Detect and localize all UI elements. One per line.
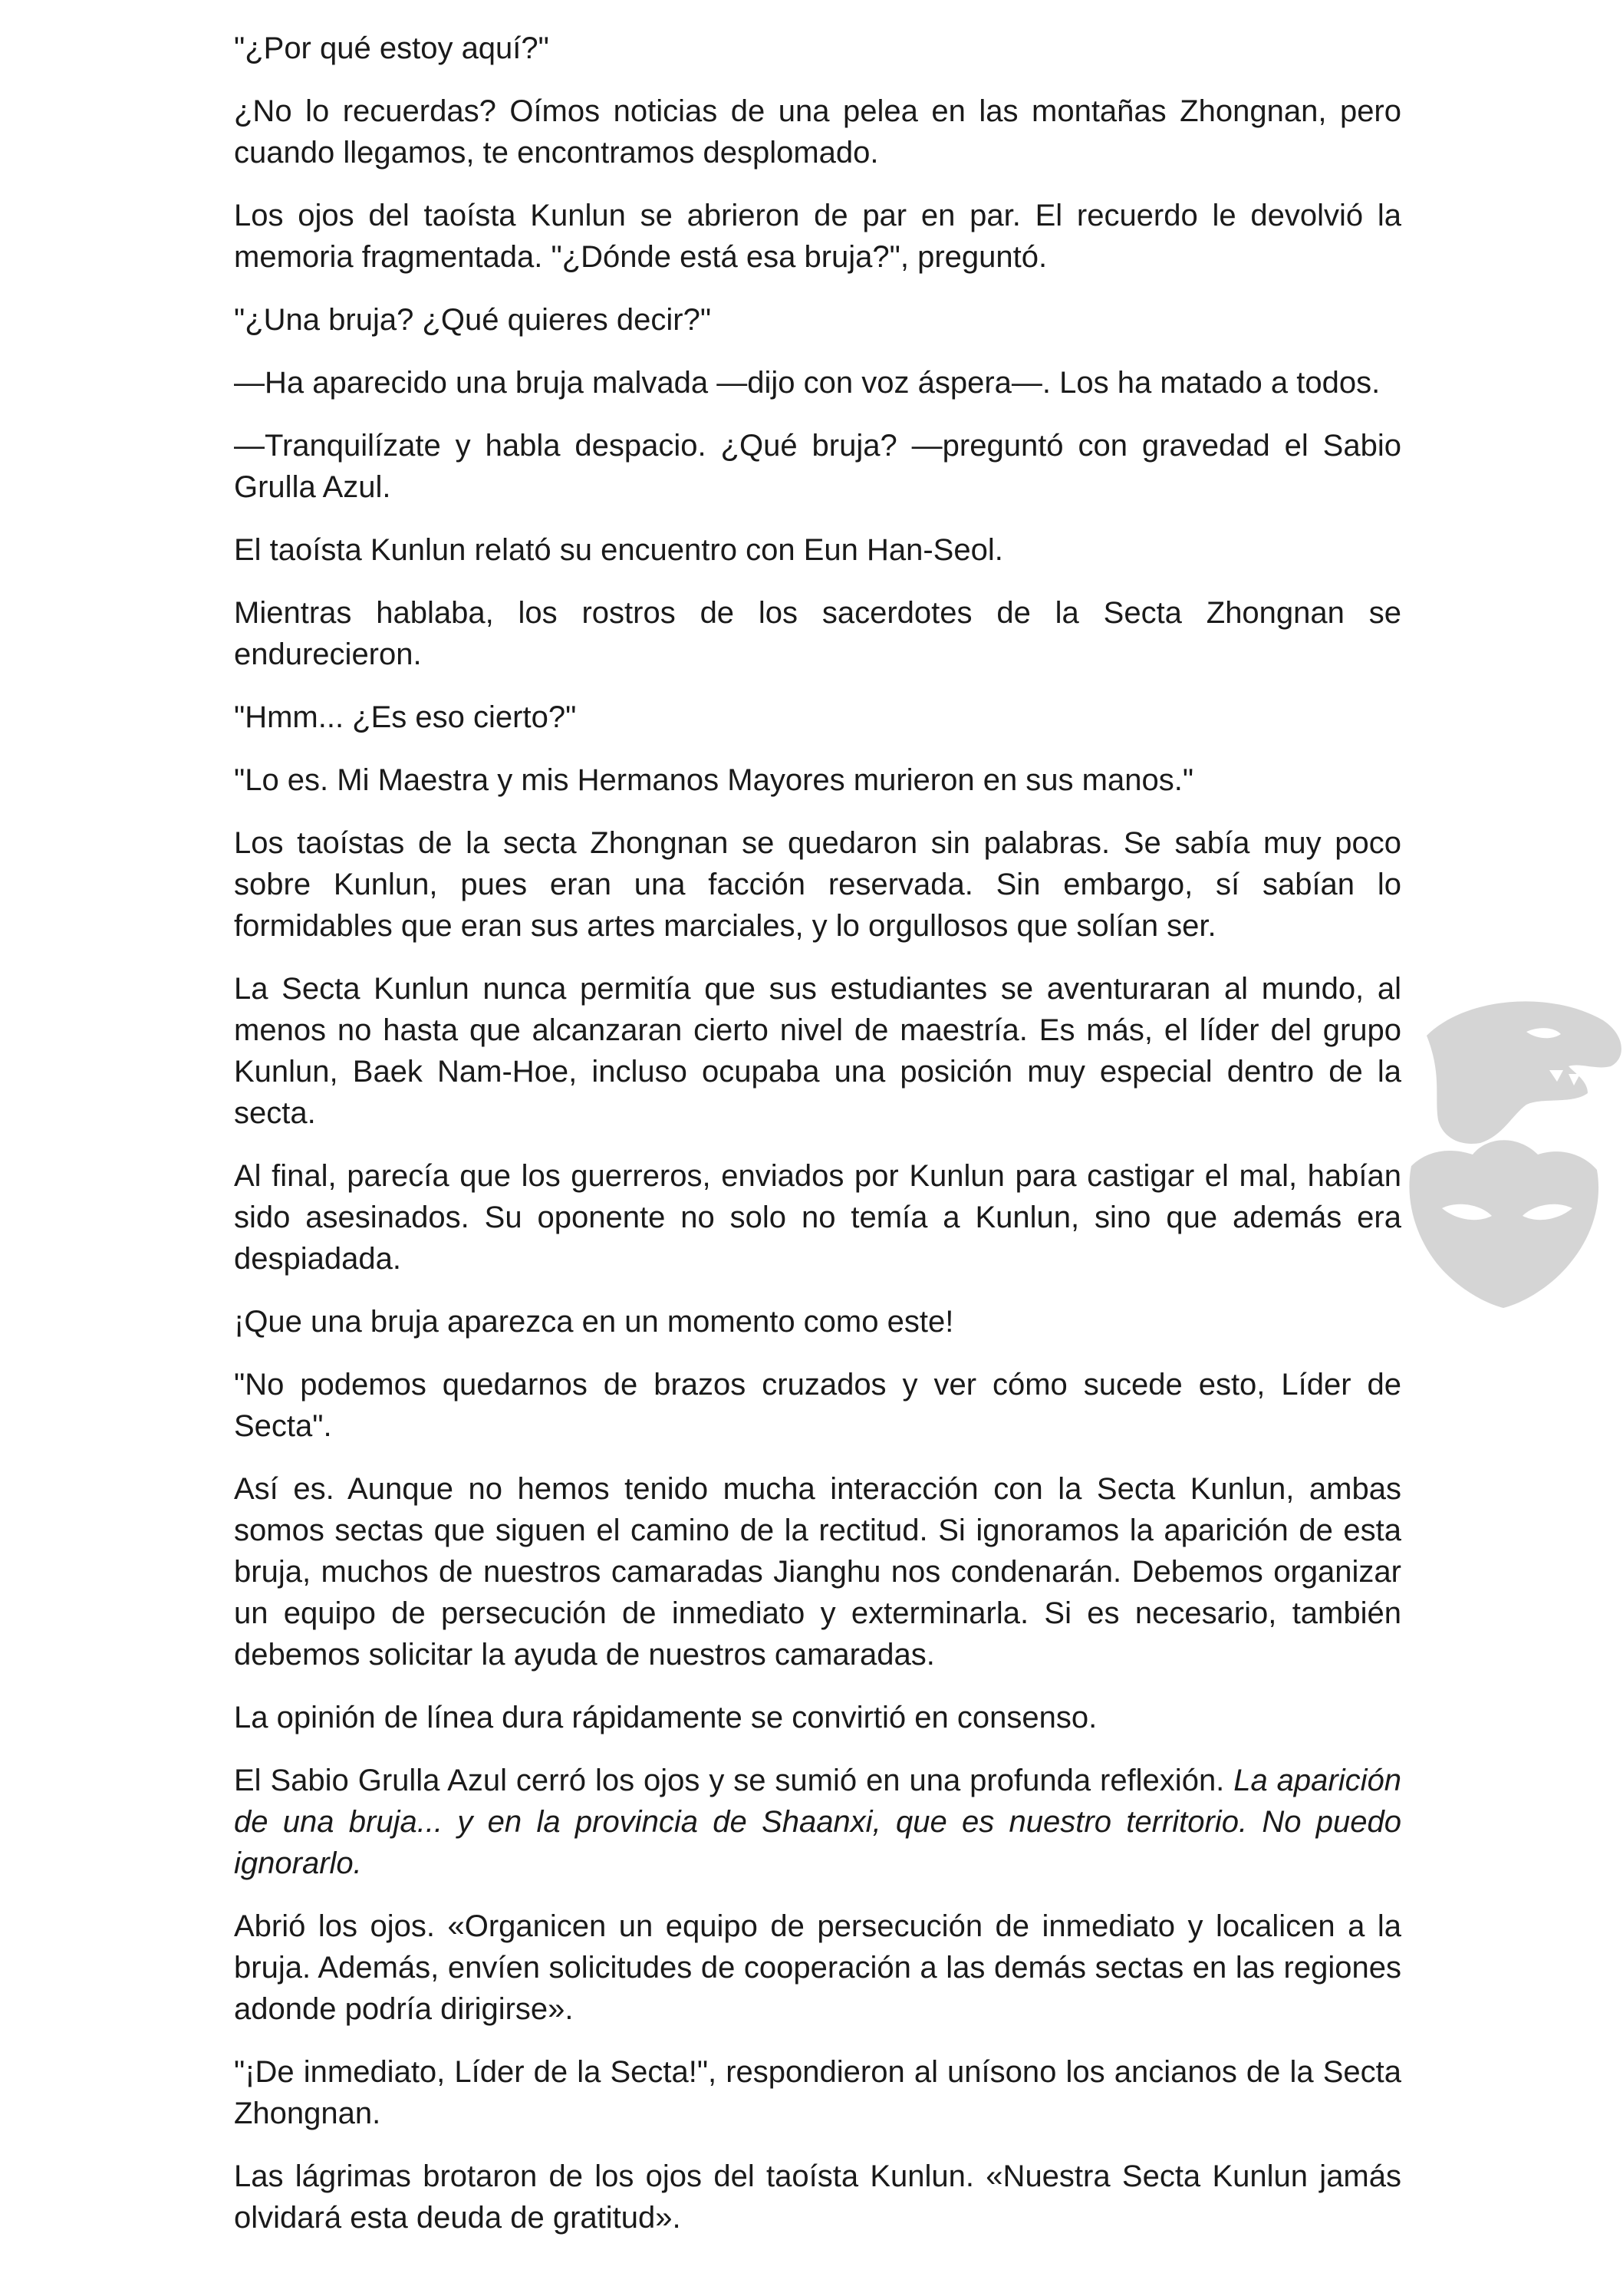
paragraph: "Hmm... ¿Es eso cierto?" bbox=[234, 700, 577, 734]
paragraph: Los taoístas de la secta Zhongnan se quedaron sin palabras. Se sabía muy poco sobre Kunlun, pues eran una facción reservada. Sin embargo, sí sabían lo formidables que eran sus artes marciales, y lo orgullosos que solían ser. bbox=[234, 826, 1401, 943]
paragraph: Al final, parecía que los guerreros, enviados por Kunlun para castigar el mal, habían sido asesinados. Su oponente no solo no temía a Kunlun, sino que además era despiadada. bbox=[234, 1159, 1401, 1276]
paragraph: "¿Por qué estoy aquí?" bbox=[234, 31, 549, 65]
paragraph: La opinión de línea dura rápidamente se convirtió en consenso. bbox=[234, 1701, 1098, 1734]
dinosaur-and-demon-mask-watermark-icon bbox=[1396, 990, 1623, 1312]
paragraph: "¿Una bruja? ¿Qué quieres decir?" bbox=[234, 303, 712, 337]
paragraph: —Tranquilízate y habla despacio. ¿Qué bruja? —preguntó con gravedad el Sabio Grulla Azul. bbox=[234, 429, 1401, 504]
paragraph: "Lo es. Mi Maestra y mis Hermanos Mayores murieron en sus manos." bbox=[234, 763, 1194, 797]
paragraph: Abrió los ojos. «Organicen un equipo de persecución de inmediato y localicen a la bruja. Además, envíen solicitudes de cooperación a las demás sectas en las regiones adonde podría dirigirse». bbox=[234, 1909, 1401, 2026]
paragraph: Mientras hablaba, los rostros de los sacerdotes de la Secta Zhongnan se endurecieron. bbox=[234, 596, 1401, 671]
paragraph: "No podemos quedarnos de brazos cruzados y ver cómo sucede esto, Líder de Secta". bbox=[234, 1368, 1401, 1443]
paragraph-with-italic bbox=[234, 1760, 1401, 1884]
paragraph: "¡De inmediato, Líder de la Secta!", respondieron al unísono los ancianos de la Secta Zhongnan. bbox=[234, 2055, 1401, 2130]
paragraph: El taoísta Kunlun relató su encuentro con Eun Han-Seol. bbox=[234, 533, 1003, 567]
document-body bbox=[234, 28, 1401, 2260]
paragraph: ¡Que una bruja aparezca en un momento como este! bbox=[234, 1305, 954, 1339]
paragraph: —Ha aparecido una bruja malvada —dijo con voz áspera—. Los ha matado a todos. bbox=[234, 366, 1381, 400]
paragraph-text: El Sabio Grulla Azul cerró los ojos y se sumió en una profunda reflexión. bbox=[234, 1764, 1225, 1797]
paragraph: La Secta Kunlun nunca permitía que sus estudiantes se aventuraran al mundo, al menos no hasta que alcanzaran cierto nivel de maestría. Es más, el líder del grupo Kunlun, Baek Nam-Hoe, incluso ocupaba una posición muy especial dentro de la secta. bbox=[234, 972, 1401, 1130]
paragraph: Las lágrimas brotaron de los ojos del taoísta Kunlun. «Nuestra Secta Kunlun jamás olvidará esta deuda de gratitud». bbox=[234, 2159, 1401, 2235]
italic-thought: La aparición de una bruja... y en la provincia de Shaanxi, que es nuestro territorio. No puedo ignorarlo. bbox=[234, 1764, 1401, 1880]
paragraph: Los ojos del taoísta Kunlun se abrieron de par en par. El recuerdo le devolvió la memoria fragmentada. "¿Dónde está esa bruja?", preguntó. bbox=[234, 199, 1401, 274]
paragraph: ¿No lo recuerdas? Oímos noticias de una pelea en las montañas Zhongnan, pero cuando llegamos, te encontramos desplomado. bbox=[234, 94, 1401, 170]
paragraph: Así es. Aunque no hemos tenido mucha interacción con la Secta Kunlun, ambas somos sectas que siguen el camino de la rectitud. Si ignoramos la aparición de esta bruja, muchos de nuestros camaradas Jianghu nos condenarán. Debemos organizar un equipo de persecución de inmediato y exterminarla. Si es necesario, también debemos solicitar la ayuda de nuestros camaradas. bbox=[234, 1472, 1401, 1672]
